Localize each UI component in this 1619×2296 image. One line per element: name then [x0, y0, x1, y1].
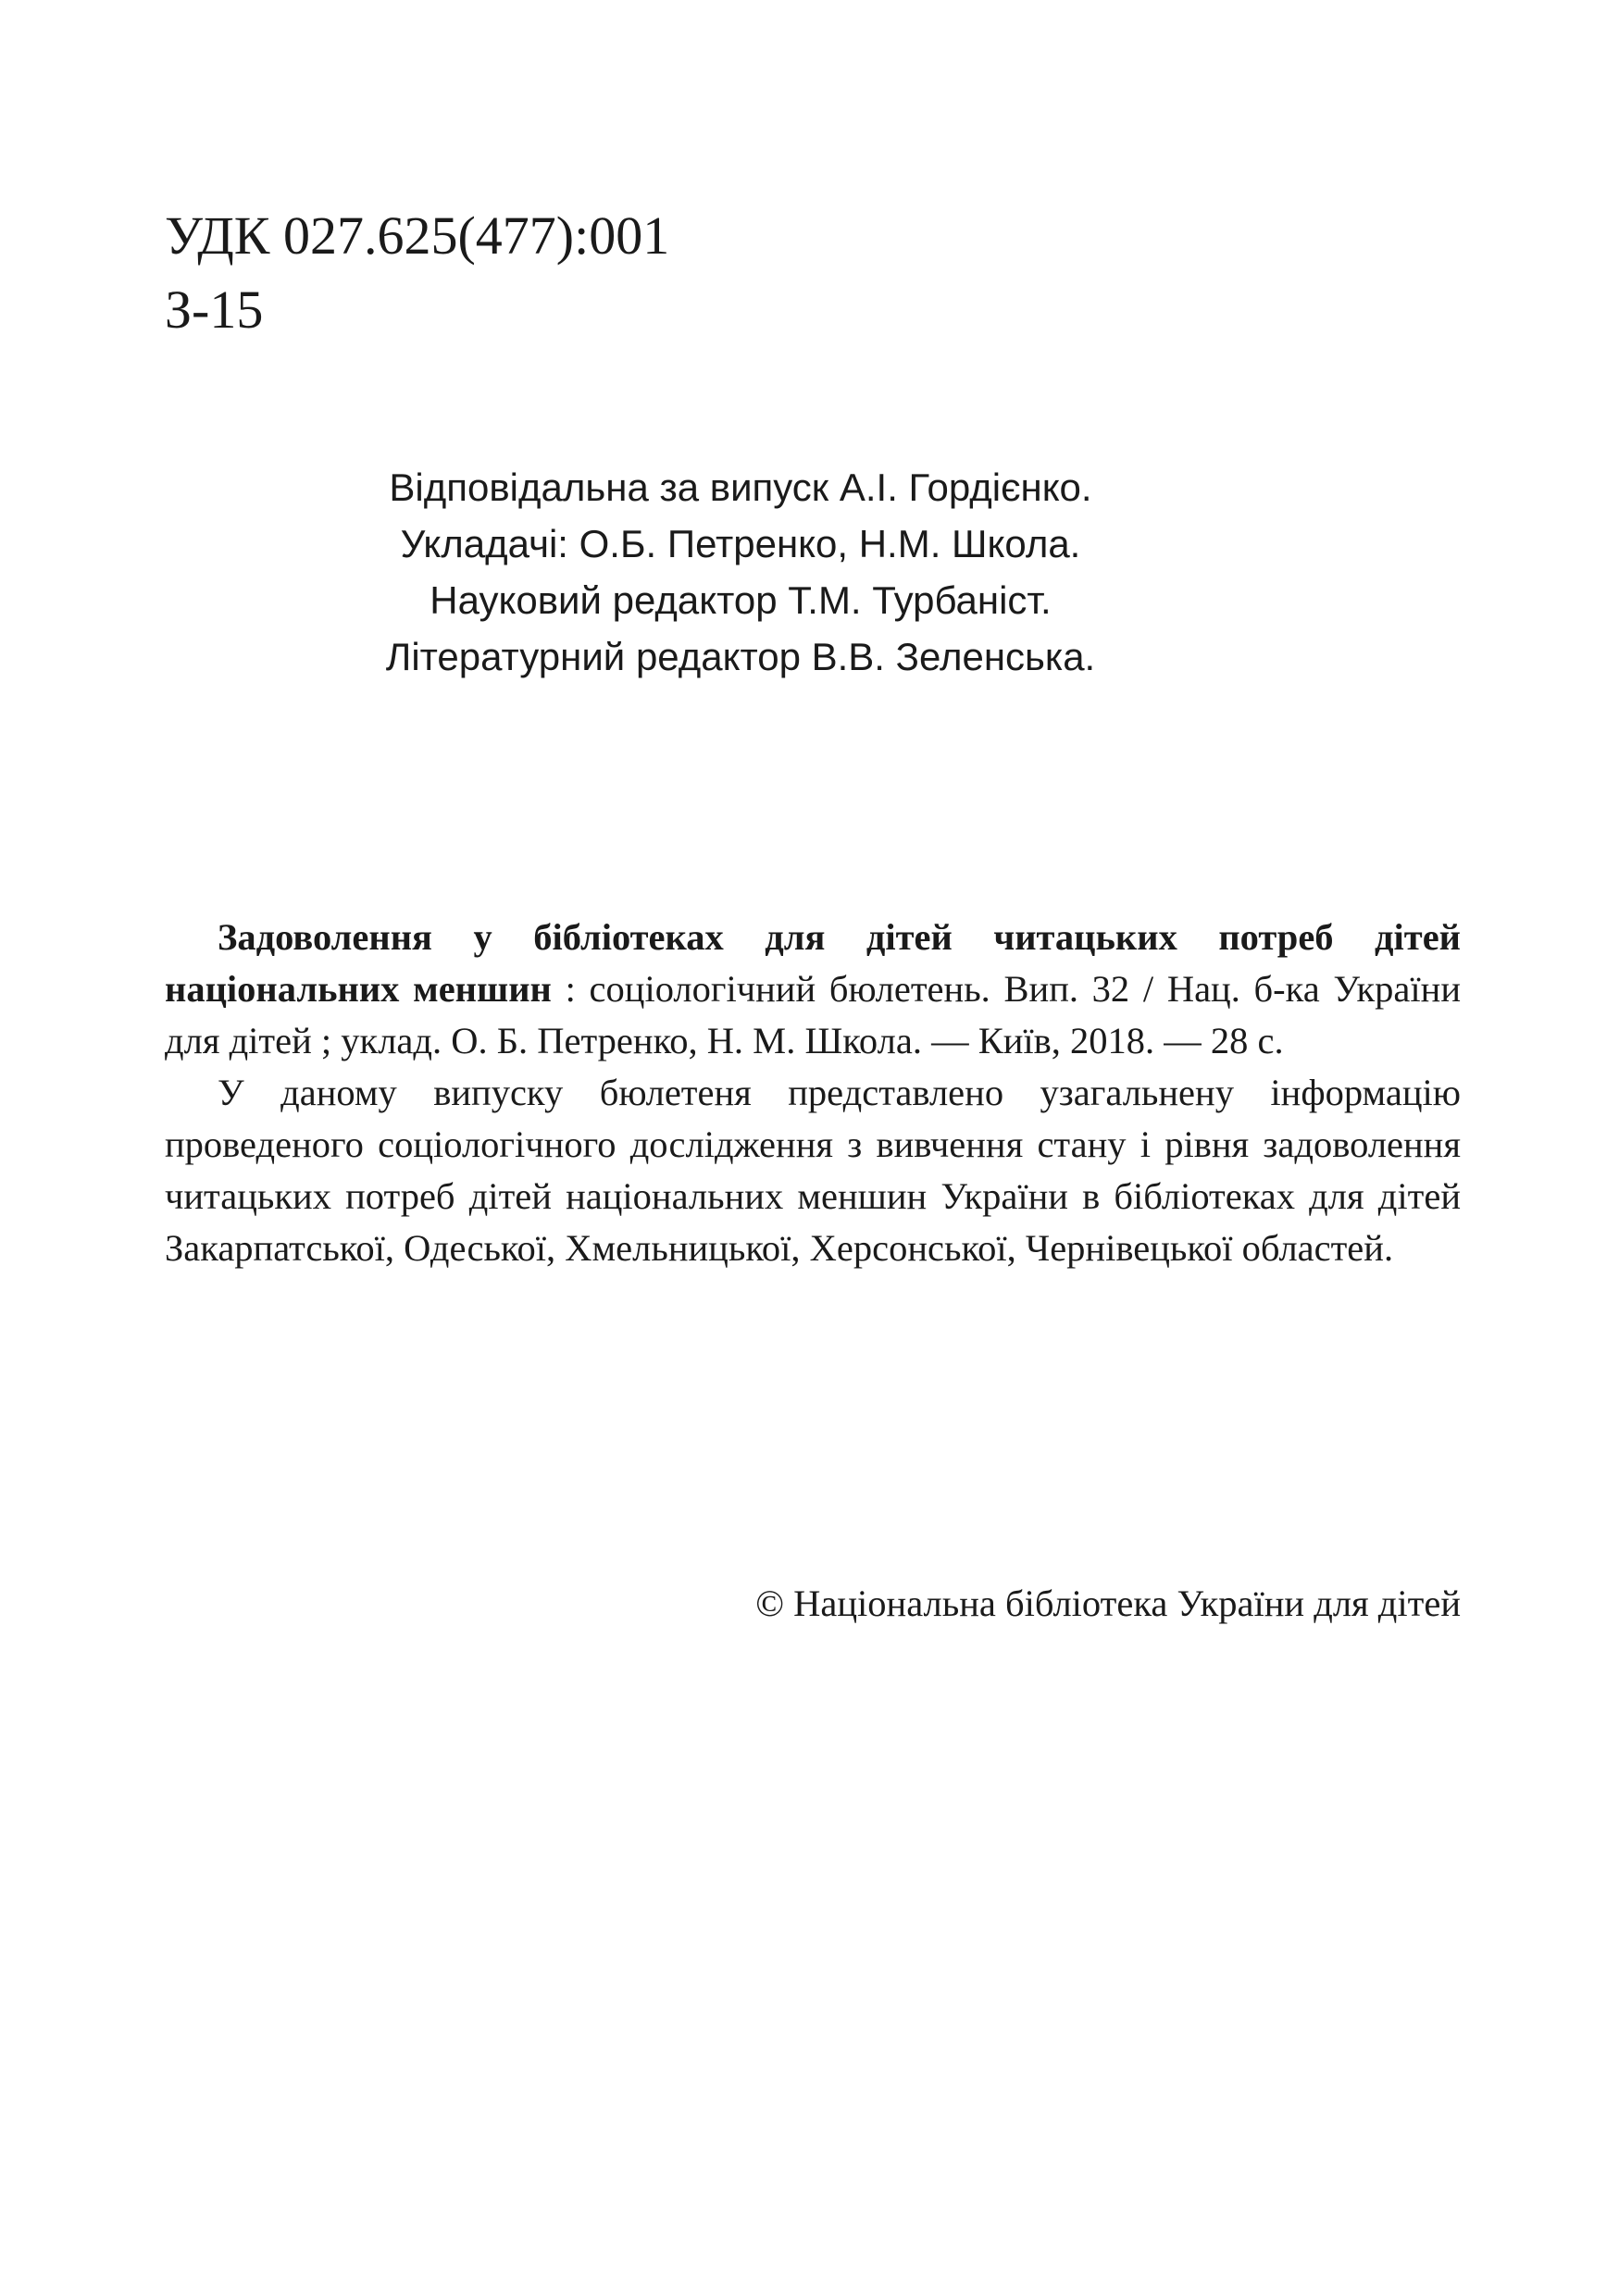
udk-code: УДК 027.625(477):001: [165, 205, 670, 266]
record-details: : соціологічний бюлетень. Вип. 32 / Нац. б-ка України для дітей ; уклад. О. Б. Петренко, Н. М. Школа. — Київ, 2018. — 28 с.: [165, 968, 1462, 1061]
credit-responsible: Відповідальна за випуск А.І. Гордієнко.: [389, 465, 1092, 509]
udk-block: [165, 199, 669, 347]
credit-literary-editor: Літературний редактор В.В. Зеленська.: [385, 635, 1096, 678]
annotation: У даному випуску бюлетеня представлено узагальнену інформацію проведеного соціологічного дослідження з вивчення стану і рівня задоволення читацьких потреб дітей національних меншин України в бібліотеках для дітей Закарпатської, Одеської, Хмельницької, Херсонської, Чернівецької областей.: [165, 1072, 1461, 1269]
bibliographic-record: [165, 912, 1461, 1274]
record-title: Задоволення у бібліотеках для дітей читацьких потреб дітей національних меншин: [165, 916, 1461, 1010]
author-sign: З-15: [165, 279, 264, 340]
credit-scientific-editor: Науковий редактор Т.М. Турбаніст.: [430, 578, 1052, 622]
credits-block: [278, 459, 1203, 685]
bibliographic-description: [165, 912, 1461, 1067]
credit-compilers: Укладачі: О.Б. Петренко, Н.М. Школа.: [400, 522, 1081, 565]
copyright-line: © Національна бібліотека України для дітей: [755, 1582, 1461, 1624]
